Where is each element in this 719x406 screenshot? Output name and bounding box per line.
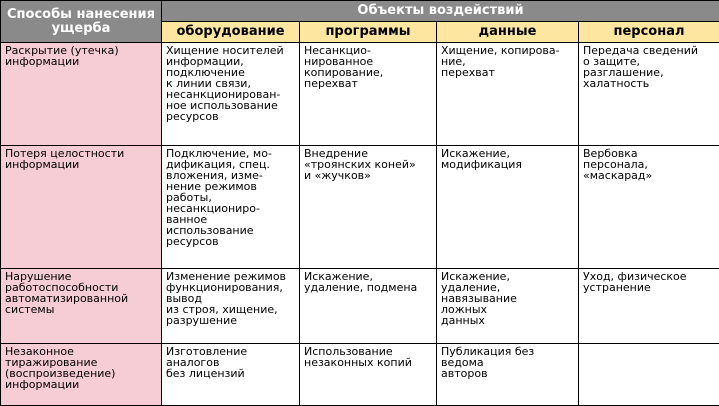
column-header-programs: программы bbox=[300, 22, 437, 43]
table-row bbox=[1, 269, 719, 344]
table-row bbox=[1, 146, 719, 269]
column-header-data: данные bbox=[437, 22, 579, 43]
table-cell: Передача сведений о защите, разглашение, халатность bbox=[579, 43, 719, 146]
table-cell: Внедрение «троянских коней» и «жучков» bbox=[300, 146, 437, 269]
table-cell: Подключение, мо- дификация, спец. вложения, изме- нение режимов работы, несанкциониро- ванное использование ресурсов bbox=[162, 146, 300, 269]
table-cell: Хищение, копирова- ние, перехват bbox=[437, 43, 579, 146]
table-cell: Изготовление аналогов без лицензий bbox=[162, 344, 300, 406]
table-cell: Уход, физическое устранение bbox=[579, 269, 719, 344]
table-row bbox=[1, 43, 719, 146]
table-cell: Вербовка персонала, «маскарад» bbox=[579, 146, 719, 269]
table-cell: Использование незаконных копий bbox=[300, 344, 437, 406]
table-cell: Искажение, модификация bbox=[437, 146, 579, 269]
table-row bbox=[1, 344, 719, 406]
row-method-cell: Нарушение работоспособности автоматизированной системы bbox=[1, 269, 162, 344]
column-header-personnel: персонал bbox=[579, 22, 719, 43]
objects-header: Объекты воздействий bbox=[162, 1, 719, 22]
row-method-cell: Незаконное тиражирование (воспроизведение) информации bbox=[1, 344, 162, 406]
table-cell: Искажение, удаление, подмена bbox=[300, 269, 437, 344]
column-header-equipment: оборудование bbox=[162, 22, 300, 43]
table-cell: Изменение режимов функционирования, вывод из строя, хищение, разрушение bbox=[162, 269, 300, 344]
row-method-cell: Раскрытие (утечка) информации bbox=[1, 43, 162, 146]
row-method-cell: Потеря целостности информации bbox=[1, 146, 162, 269]
table-cell bbox=[579, 344, 719, 406]
table-cell: Несанкцио- нированное копирование, перехват bbox=[300, 43, 437, 146]
table-cell: Хищение носителей информации, подключение к линии связи, несанкционирован- ное использование ресурсов bbox=[162, 43, 300, 146]
table-cell: Публикация без ведома авторов bbox=[437, 344, 579, 406]
methods-header: Способы нанесения ущерба bbox=[1, 1, 162, 43]
table-cell: Искажение, удаление, навязывание ложных данных bbox=[437, 269, 579, 344]
